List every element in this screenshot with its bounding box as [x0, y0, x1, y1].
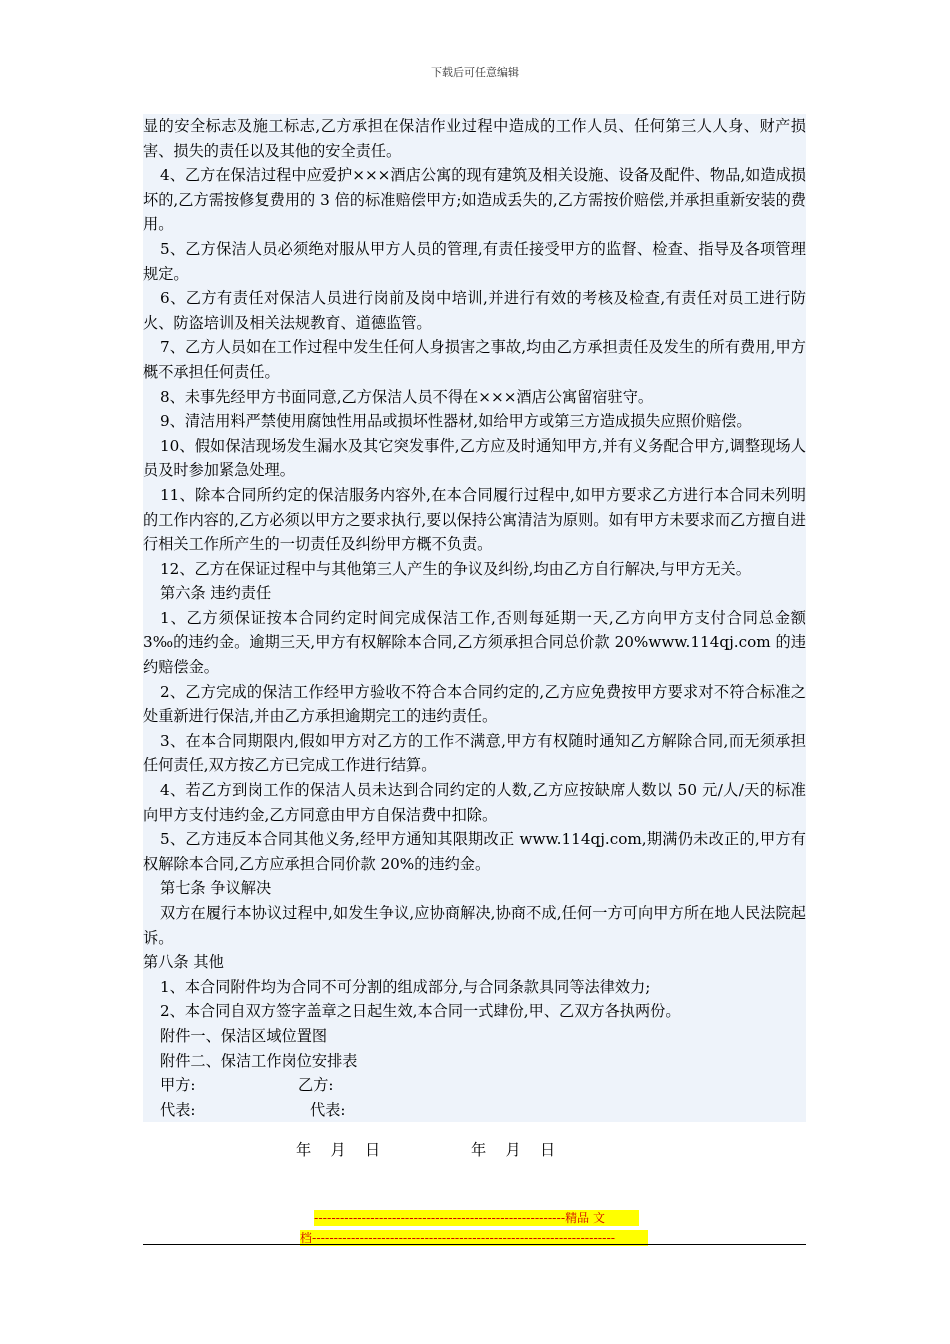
contract-paragraph: 10、假如保洁现场发生漏水及其它突发事件,乙方应及时通知甲方,并有义务配合甲方,调整现场人员及时参加紧急处理。	[143, 436, 806, 480]
contract-paragraph: 11、除本合同所约定的保洁服务内容外,在本合同履行过程中,如甲方要求乙方进行本合同未列明的工作内容的,乙方必须以甲方之要求执行,要以保持公寓清洁为原则。如有甲方未要求而乙方擅自进行相关工作所产生的一切责任及纠纷甲方概不负责。	[143, 485, 806, 554]
contract-paragraph: 1、本合同附件均为合同不可分割的组成部分,与合同条款具同等法律效力;	[160, 977, 651, 996]
contract-paragraph: 第七条 争议解决	[160, 879, 272, 898]
contract-paragraph: 第八条 其他	[143, 953, 224, 972]
date-party-a: 年 月 日	[296, 1141, 381, 1159]
paragraph-list	[143, 114, 806, 1073]
party-a-label: 甲方:	[160, 1076, 196, 1095]
signature-row-representatives	[143, 1098, 806, 1123]
party-b-label: 乙方:	[298, 1076, 334, 1095]
contract-paragraph: 2、本合同自双方签字盖章之日起生效,本合同一式肆份,甲、乙双方各执两份。	[160, 1002, 681, 1021]
contract-paragraph: 附件一、保洁区域位置图	[160, 1026, 328, 1045]
date-party-b: 年 月 日	[471, 1141, 556, 1159]
contract-paragraph: 3、在本合同期限内,假如甲方对乙方的工作不满意,甲方有权随时通知乙方解除合同,而无须承担任何责任,双方按乙方已完成工作进行结算。	[143, 731, 806, 775]
contract-paragraph: 5、乙方保洁人员必须绝对服从甲方人员的管理,有责任接受甲方的监督、检查、指导及各项管理规定。	[143, 239, 806, 283]
page-header: 下载后可任意编辑	[431, 66, 519, 79]
footer-line-2: 档----------------------------------------------------------------------	[300, 1230, 648, 1246]
contract-paragraph: 5、乙方违反本合同其他义务,经甲方通知其限期改正 www.114qj.com,期满仍未改正的,甲方有权解除本合同,乙方应承担合同价款 20%的违约金。	[143, 830, 806, 873]
signature-row-parties	[143, 1073, 806, 1098]
footer-line-1: ----------------------------------------------------------精品 文	[314, 1210, 639, 1226]
contract-paragraph: 2、乙方完成的保洁工作经甲方验收不符合本合同约定的,乙方应免费按甲方要求对不符合标准之处重新进行保洁,并由乙方承担逾期完工的违约责任。	[143, 682, 806, 726]
contract-paragraph: 双方在履行本协议过程中,如发生争议,应协商解决,协商不成,任何一方可向甲方所在地人民法院起诉。	[143, 904, 806, 947]
contract-paragraph: 9、清洁用料严禁使用腐蚀性用品或损坏性器材,如给甲方或第三方造成损失应照价赔偿。	[160, 412, 752, 431]
footer-divider	[143, 1244, 806, 1245]
contract-paragraph: 8、未事先经甲方书面同意,乙方保洁人员不得在×××酒店公寓留宿驻守。	[160, 387, 654, 406]
contract-paragraph: 6、乙方有责任对保洁人员进行岗前及岗中培训,并进行有效的考核及检查,有责任对员工进行防火、防盗培训及相关法规教育、道德监管。	[143, 289, 806, 332]
rep-a-label: 代表:	[160, 1100, 196, 1119]
contract-paragraph: 4、乙方在保洁过程中应爱护×××酒店公寓的现有建筑及相关设施、设备及配件、物品,如造成损坏的,乙方需按修复费用的 3 倍的标准赔偿甲方;如造成丢失的,乙方需按价赔偿,并承担重新安装的费用。	[143, 166, 806, 234]
rep-b-label: 代表:	[310, 1100, 346, 1119]
contract-paragraph: 1、乙方须保证按本合同约定时间完成保洁工作,否则每延期一天,乙方向甲方支付合同总金额 3‰的违约金。逾期三天,甲方有权解除本合同,乙方须承担合同总价款 20%www.114qj.com 的违约赔偿金。	[143, 608, 806, 677]
contract-paragraph: 显的安全标志及施工标志,乙方承担在保洁作业过程中造成的工作人员、任何第三人人身、财产损害、损失的责任以及其他的安全责任。	[143, 117, 806, 160]
contract-paragraph: 7、乙方人员如在工作过程中发生任何人身损害之事故,均由乙方承担责任及发生的所有费用,甲方概不承担任何责任。	[143, 338, 806, 381]
contract-body	[143, 114, 806, 1122]
contract-paragraph: 第六条 违约责任	[160, 584, 272, 603]
contract-paragraph: 4、若乙方到岗工作的保洁人员未达到合同约定的人数,乙方应按缺席人数以 50 元/人/天的标准向甲方支付违约金,乙方同意由甲方自保洁费中扣除。	[143, 781, 806, 824]
contract-paragraph: 12、乙方在保证过程中与其他第三人产生的争议及纠纷,均由乙方自行解决,与甲方无关。	[160, 559, 751, 578]
contract-paragraph: 附件二、保洁工作岗位安排表	[160, 1051, 358, 1070]
